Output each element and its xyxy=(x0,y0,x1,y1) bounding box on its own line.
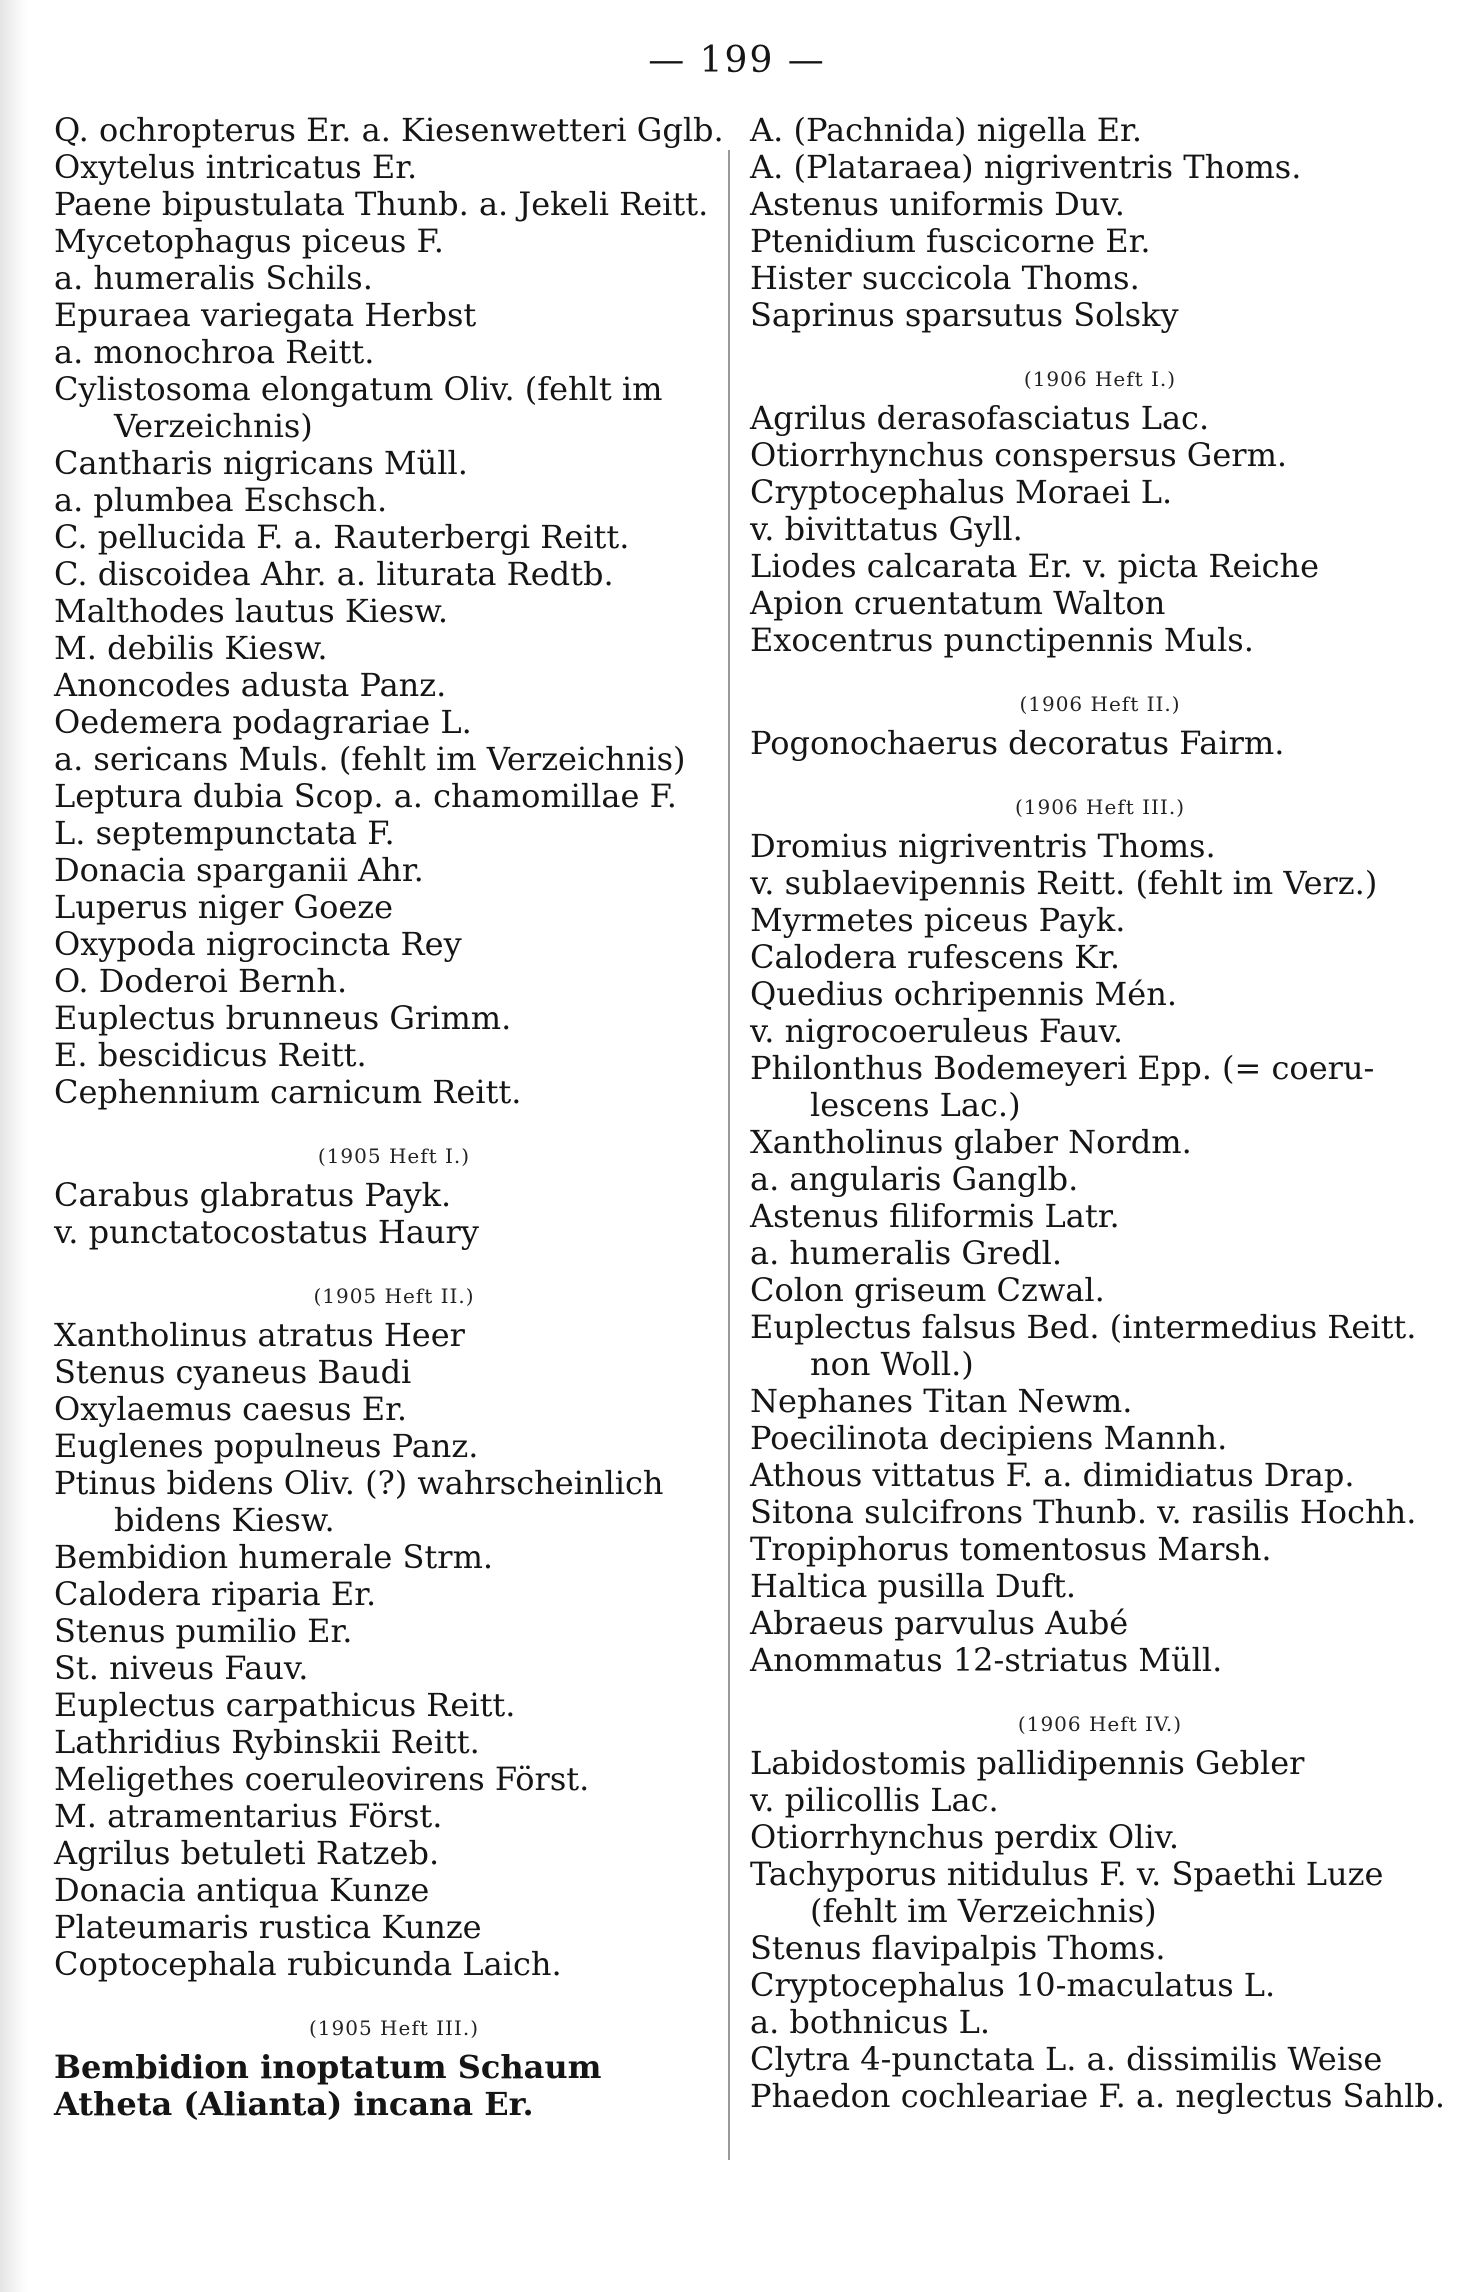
section-heading: (1906 Heft IV.) xyxy=(1017,1712,1183,1736)
species-entry: v. bivittatus Gyll. xyxy=(750,510,1023,548)
species-entry: A. (Pachnida) nigella Er. xyxy=(750,111,1142,149)
species-entry: Cantharis nigricans Müll. xyxy=(54,444,468,482)
species-entry: Anommatus 12-striatus Müll. xyxy=(750,1641,1223,1679)
species-entry: Q. ochropterus Er. a. Kiesenwetteri Gglb. xyxy=(54,111,724,149)
species-entry: Tachyporus nitidulus F. v. Spaethi Luze xyxy=(750,1855,1384,1893)
left-column xyxy=(54,112,734,2123)
species-entry: Quedius ochripennis Mén. xyxy=(750,975,1177,1013)
right-column xyxy=(750,112,1450,2115)
species-entry: Otiorrhynchus conspersus Germ. xyxy=(750,436,1288,474)
entry-continuation: non Woll.) xyxy=(810,1345,974,1383)
species-entry: Calodera rufescens Kr. xyxy=(750,938,1121,976)
species-entry: Euplectus brunneus Grimm. xyxy=(54,999,512,1037)
species-entry: Ptenidium fuscicorne Er. xyxy=(750,222,1151,260)
species-entry: a. angularis Ganglb. xyxy=(750,1160,1079,1198)
section-heading: (1905 Heft I.) xyxy=(317,1144,471,1168)
species-entry: a. humeralis Schils. xyxy=(54,259,373,297)
entry-continuation: bidens Kiesw. xyxy=(114,1501,335,1539)
species-entry: a. monochroa Reitt. xyxy=(54,333,375,371)
species-entry: Donacia sparganii Ahr. xyxy=(54,851,424,889)
section-heading: (1905 Heft II.) xyxy=(313,1284,475,1308)
species-entry: Atheta (Alianta) incana Er. xyxy=(54,2085,534,2123)
species-entry: Donacia antiqua Kunze xyxy=(54,1871,430,1909)
entry-continuation: lescens Lac.) xyxy=(810,1086,1021,1124)
column-divider xyxy=(728,150,730,2160)
species-entry: Poecilinota decipiens Mannh. xyxy=(750,1419,1228,1457)
section-heading: (1906 Heft I.) xyxy=(1023,367,1177,391)
species-entry: Cryptocephalus Moraei L. xyxy=(750,473,1173,511)
species-entry: Philonthus Bodemeyeri Epp. (= coeru- xyxy=(750,1049,1375,1087)
species-entry: Cryptocephalus 10-maculatus L. xyxy=(750,1966,1276,2004)
species-entry: Myrmetes piceus Payk. xyxy=(750,901,1126,939)
species-entry: Haltica pusilla Duft. xyxy=(750,1567,1077,1605)
species-entry: Malthodes lautus Kiesw. xyxy=(54,592,449,630)
species-entry: Calodera riparia Er. xyxy=(54,1575,377,1613)
species-entry: Carabus glabratus Payk. xyxy=(54,1176,452,1214)
species-entry: Leptura dubia Scop. a. chamomillae F. xyxy=(54,777,677,815)
species-entry: Meligethes coeruleovirens Först. xyxy=(54,1760,590,1798)
species-entry: Hister succicola Thoms. xyxy=(750,259,1140,297)
species-entry: Xantholinus glaber Nordm. xyxy=(750,1123,1192,1161)
species-entry: E. bescidicus Reitt. xyxy=(54,1036,367,1074)
species-entry: L. septempunctata F. xyxy=(54,814,395,852)
species-entry: Abraeus parvulus Aubé xyxy=(750,1604,1129,1642)
species-entry: Exocentrus punctipennis Muls. xyxy=(750,621,1254,659)
species-entry: Bembidion inoptatum Schaum xyxy=(54,2048,602,2086)
species-entry: Phaedon cochleariae F. a. neglectus Sahlb. xyxy=(750,2077,1446,2115)
entry-continuation: (fehlt im Verzeichnis) xyxy=(810,1892,1157,1930)
species-entry: Liodes calcarata Er. v. picta Reiche xyxy=(750,547,1320,585)
species-entry: v. nigrocoeruleus Fauv. xyxy=(750,1012,1124,1050)
species-entry: M. debilis Kiesw. xyxy=(54,629,328,667)
species-entry: C. discoidea Ahr. a. liturata Redtb. xyxy=(54,555,614,593)
species-entry: Lathridius Rybinskii Reitt. xyxy=(54,1723,480,1761)
species-entry: Plateumaris rustica Kunze xyxy=(54,1908,482,1946)
species-entry: Stenus pumilio Er. xyxy=(54,1612,353,1650)
species-entry: Oxypoda nigrocincta Rey xyxy=(54,925,462,963)
species-entry: Ptinus bidens Oliv. (?) wahrscheinlich xyxy=(54,1464,664,1502)
species-entry: Epuraea variegata Herbst xyxy=(54,296,477,334)
species-entry: Coptocephala rubicunda Laich. xyxy=(54,1945,562,1983)
species-entry: Agrilus betuleti Ratzeb. xyxy=(54,1834,440,1872)
species-entry: Oxytelus intricatus Er. xyxy=(54,148,418,186)
entry-continuation: Verzeichnis) xyxy=(114,407,313,445)
species-entry: v. sublaevipennis Reitt. (fehlt im Verz.) xyxy=(750,864,1378,902)
species-entry: a. sericans Muls. (fehlt im Verzeichnis) xyxy=(54,740,686,778)
species-entry: C. pellucida F. a. Rauterbergi Reitt. xyxy=(54,518,630,556)
species-entry: Paene bipustulata Thunb. a. Jekeli Reitt. xyxy=(54,185,709,223)
species-entry: Euplectus carpathicus Reitt. xyxy=(54,1686,516,1724)
species-entry: Luperus niger Goeze xyxy=(54,888,394,926)
species-entry: Oedemera podagrariae L. xyxy=(54,703,472,741)
species-entry: Astenus filiformis Latr. xyxy=(750,1197,1120,1235)
species-entry: Oxylaemus caesus Er. xyxy=(54,1390,408,1428)
species-entry: v. pilicollis Lac. xyxy=(750,1781,999,1819)
species-entry: Clytra 4-punctata L. a. dissimilis Weise xyxy=(750,2040,1383,2078)
species-entry: Tropiphorus tomentosus Marsh. xyxy=(750,1530,1272,1568)
section-heading: (1906 Heft II.) xyxy=(1019,692,1181,716)
species-entry: Nephanes Titan Newm. xyxy=(750,1382,1133,1420)
species-entry: a. plumbea Eschsch. xyxy=(54,481,388,519)
species-entry: Anoncodes adusta Panz. xyxy=(54,666,447,704)
page-number: — 199 — xyxy=(648,40,826,81)
section-heading: (1905 Heft III.) xyxy=(309,2016,479,2040)
species-entry: Agrilus derasofasciatus Lac. xyxy=(750,399,1210,437)
species-entry: M. atramentarius Först. xyxy=(54,1797,443,1835)
species-entry: Astenus uniformis Duv. xyxy=(750,185,1125,223)
species-entry: Bembidion humerale Strm. xyxy=(54,1538,494,1576)
species-entry: Labidostomis pallidipennis Gebler xyxy=(750,1744,1305,1782)
species-entry: Euglenes populneus Panz. xyxy=(54,1427,479,1465)
species-entry: Xantholinus atratus Heer xyxy=(54,1316,465,1354)
species-entry: Cephennium carnicum Reitt. xyxy=(54,1073,522,1111)
species-entry: St. niveus Fauv. xyxy=(54,1649,309,1687)
species-entry: Euplectus falsus Bed. (intermedius Reitt. xyxy=(750,1308,1417,1346)
species-entry: Dromius nigriventris Thoms. xyxy=(750,827,1216,865)
species-entry: Stenus flavipalpis Thoms. xyxy=(750,1929,1166,1967)
species-entry: a. humeralis Gredl. xyxy=(750,1234,1063,1272)
species-entry: Athous vittatus F. a. dimidiatus Drap. xyxy=(750,1456,1355,1494)
species-entry: Saprinus sparsutus Solsky xyxy=(750,296,1179,334)
species-entry: Sitona sulcifrons Thunb. v. rasilis Hochh. xyxy=(750,1493,1417,1531)
species-entry: v. punctatocostatus Haury xyxy=(54,1213,479,1251)
species-entry: Mycetophagus piceus F. xyxy=(54,222,444,260)
species-entry: Cylistosoma elongatum Oliv. (fehlt im xyxy=(54,370,663,408)
species-entry: Colon griseum Czwal. xyxy=(750,1271,1105,1309)
species-entry: A. (Plataraea) nigriventris Thoms. xyxy=(750,148,1302,186)
species-entry: Apion cruentatum Walton xyxy=(750,584,1166,622)
species-entry: O. Doderoi Bernh. xyxy=(54,962,348,1000)
species-entry: a. bothnicus L. xyxy=(750,2003,991,2041)
scan-edge-shadow xyxy=(0,0,28,2292)
section-heading: (1906 Heft III.) xyxy=(1015,795,1185,819)
species-entry: Otiorrhynchus perdix Oliv. xyxy=(750,1818,1180,1856)
species-entry: Pogonochaerus decoratus Fairm. xyxy=(750,724,1285,762)
species-entry: Stenus cyaneus Baudi xyxy=(54,1353,412,1391)
